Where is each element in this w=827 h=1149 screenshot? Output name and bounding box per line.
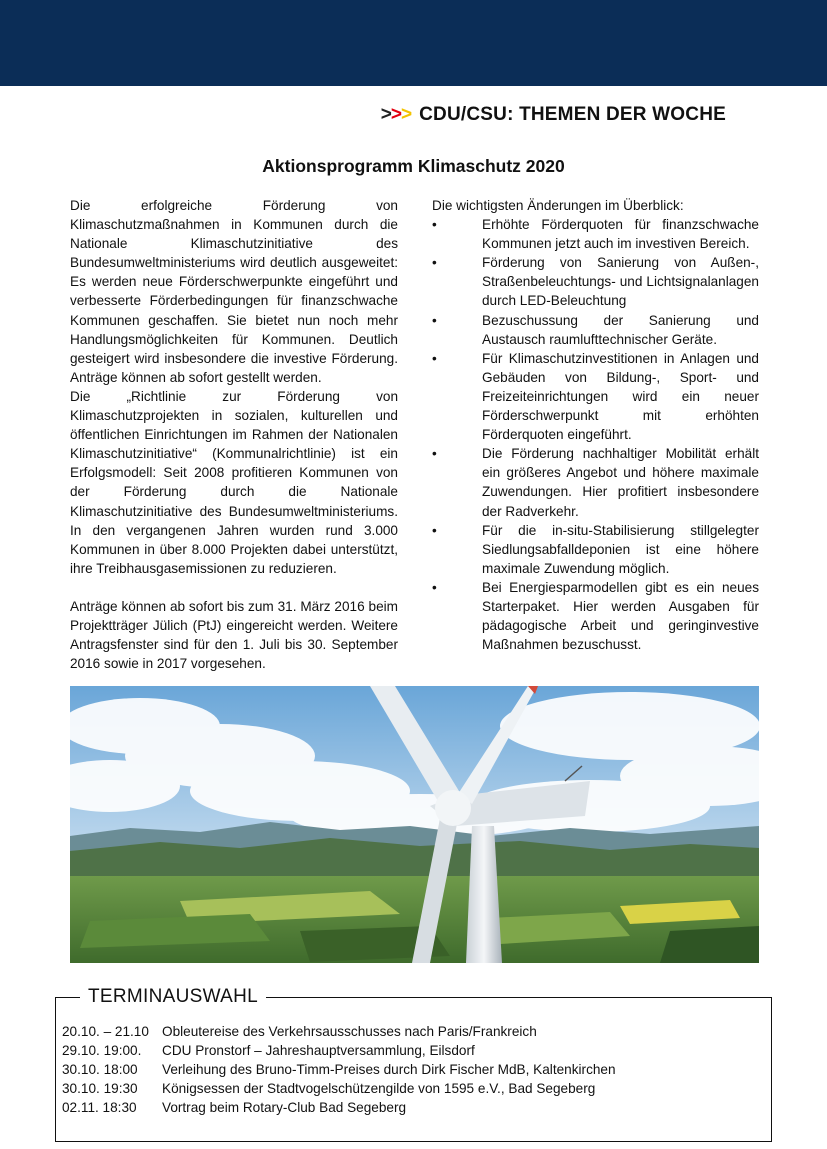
bullet-icon: •: [432, 217, 437, 233]
list-item: [432, 521, 759, 578]
list-item: [62, 1041, 616, 1060]
event-description: Königsessen der Stadtvogelschützengilde von 1595 e.V., Bad Segeberg: [162, 1081, 596, 1097]
section-title: CDU/CSU: THEMEN DER WOCHE: [419, 104, 726, 125]
changes-list: [432, 215, 759, 654]
event-date: 30.10. 19:30: [62, 1081, 138, 1097]
list-item: [432, 578, 759, 654]
list-item-text: Erhöhte Förderquoten für finanzschwache Kommunen jetzt auch im investiven Bereich.: [482, 217, 759, 252]
changes-intro: Die wichtigsten Änderungen im Überblick:: [432, 198, 684, 213]
bullet-icon: •: [432, 579, 437, 595]
paragraph-3: Anträge können ab sofort bis zum 31. März 2016 beim Projektträger Jülich (PtJ) eingereicht werden. Weitere Antragsfenster sind für den 1. Juli bis 30. September 2016 sowie in 2017 vorgesehen.: [70, 598, 398, 672]
appointments-title: TERMINAUSWAHL: [80, 986, 266, 1008]
list-item: [432, 349, 759, 444]
bullet-icon: •: [432, 350, 437, 366]
arrow-1: >: [380, 104, 391, 125]
paragraph-2: Die „Richtlinie zur Förderung von Klimaschutzprojekten in sozialen, kulturellen und öffentlichen Einrichtungen im Rahmen der Nationalen Klimaschutzinitiative“ (Kommunalrichtlinie) ist ein Erfolgsmodell: Seit 2008 profitieren Kommunen von der Förderung durch die Nationale Klimaschutzinitiative des Bundesumweltministeriums. In den vergangenen Jahren wurden rund 3.000 Kommunen in über 8.000 Projekten dabei unterstützt, ihre Treibhausgasemissionen zu reduzieren.: [70, 388, 398, 576]
paragraph-1: Die erfolgreiche Förderung von Klimaschutzmaßnahmen in Kommunen durch die Nationale Klimaschutzinitiative des Bundesumweltministeriums wird deutlich ausgeweitet: Es werden neue Förderschwerpunkte eingeführt und verbesserte Förderbedingungen für finanzschwache Kommunen geschaffen. Sie bietet nun noch mehr Handlungsmöglichkeiten für Kommunen. Deutlich gesteigert wird insbesondere die investive Förderung. Anträge können ab sofort gestellt werden.: [70, 198, 398, 385]
list-item: [62, 1098, 616, 1117]
list-item: [62, 1079, 616, 1098]
event-date: 30.10. 18:00: [62, 1062, 138, 1078]
event-description: Verleihung des Bruno-Timm-Preises durch Dirk Fischer MdB, Kaltenkirchen: [162, 1062, 616, 1078]
left-column: [70, 196, 398, 673]
list-item: [432, 215, 759, 253]
header-bar: [0, 0, 827, 86]
event-description: Vortrag beim Rotary-Club Bad Segeberg: [162, 1100, 407, 1116]
event-date: 29.10. 19:00.: [62, 1043, 142, 1059]
arrow-3: >: [401, 104, 412, 125]
article-title: Aktionsprogramm Klimaschutz 2020: [262, 156, 565, 176]
event-date: 02.11. 18:30: [62, 1100, 137, 1116]
list-item: [432, 311, 759, 349]
list-item: [62, 1060, 616, 1079]
list-item: [62, 1022, 616, 1041]
bullet-icon: •: [432, 522, 437, 538]
event-date: 20.10. – 21.10: [62, 1024, 149, 1039]
list-item-text: Förderung von Sanierung von Außen-, Straßenbeleuchtungs- und Lichtsignalanlagen durch LED-Beleuchtung: [482, 255, 759, 309]
list-item-text: Für die in-situ-Stabilisierung stillgelegter Siedlungsabfalldeponien ist eine höhere maximale Zuwendung möglich.: [482, 522, 759, 576]
list-item-text: Bezuschussung der Sanierung und Austausch raumlufttechnischer Geräte.: [482, 312, 759, 347]
section-heading: [381, 104, 726, 126]
list-item: [432, 444, 759, 520]
bullet-icon: •: [432, 255, 437, 271]
bullet-icon: •: [432, 446, 437, 462]
wind-turbine-photo: [70, 686, 759, 963]
event-description: Obleutereise des Verkehrsausschusses nach Paris/Frankreich: [162, 1024, 537, 1039]
bullet-icon: •: [432, 312, 437, 328]
event-description: CDU Pronstorf – Jahreshauptversammlung, Eilsdorf: [162, 1043, 475, 1059]
arrow-2: >: [390, 104, 401, 125]
list-item-text: Bei Energiesparmodellen gibt es ein neues Starterpaket. Hier werden Ausgaben für pädagogische Arbeit und geringinvestive Maßnahmen bezuschusst.: [482, 579, 759, 653]
appointments-list: [62, 1022, 616, 1117]
list-item-text: Für Klimaschutzinvestitionen in Anlagen und Gebäuden von Bildung-, Sport- und Freizeiteinrichtungen wird ein neuer Förderschwerpunkt mit erhöhten Förderquoten eingeführt.: [482, 350, 759, 443]
right-column: [432, 196, 759, 654]
list-item: [432, 253, 759, 310]
arrow-glyphs: [381, 104, 411, 126]
list-item-text: Die Förderung nachhaltiger Mobilität erhält ein größeres Angebot und höhere maximale Zuwendungen. Hier profitiert insbesondere der Radverkehr.: [482, 446, 759, 519]
